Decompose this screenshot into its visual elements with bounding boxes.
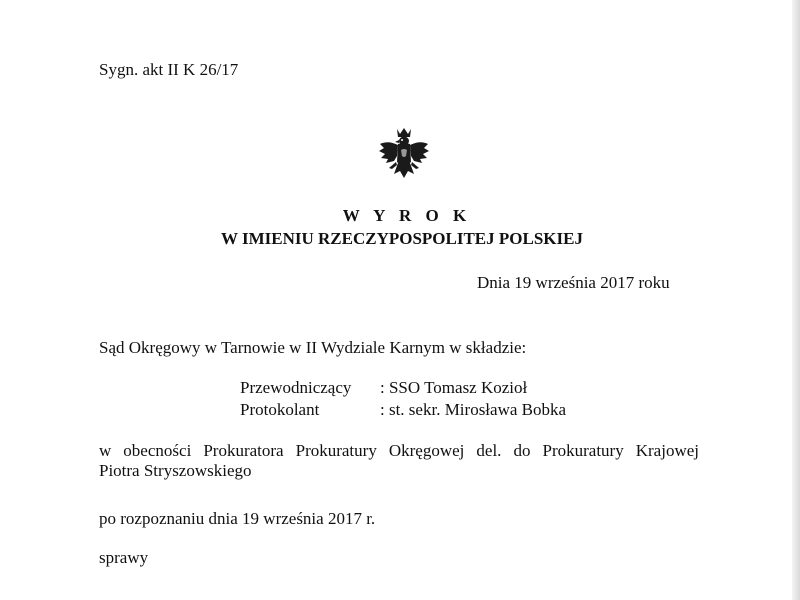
presiding-judge-name: : SSO Tomasz Kozioł	[380, 378, 528, 397]
clerk-label: Protokolant	[240, 400, 320, 419]
page-edge-shadow	[792, 0, 800, 600]
polish-eagle-emblem-icon	[376, 126, 432, 184]
hearing-date: po rozpoznaniu dnia 19 września 2017 r.	[99, 509, 376, 528]
case-signature: Sygn. akt II K 26/17	[99, 60, 239, 79]
prosecutor-presence	[99, 441, 699, 481]
court-composition: Sąd Okręgowy w Tarnowie w II Wydziale Karnym w składzie:	[99, 338, 527, 357]
presiding-judge-label: Przewodniczący	[240, 378, 352, 397]
clerk-name: : st. sekr. Mirosława Bobka	[380, 400, 567, 419]
prosecutor-presence-line1: w obecności Prokuratora Prokuratury Okręgowej del. do Prokuratury Krajowej	[99, 441, 699, 460]
verdict-subtitle: W IMIENIU RZECZYPOSPOLITEJ POLSKIEJ	[221, 229, 583, 248]
prosecutor-name: Piotra Stryszowskiego	[99, 461, 252, 480]
verdict-date: Dnia 19 września 2017 roku	[477, 273, 670, 292]
case-word: sprawy	[99, 548, 149, 567]
verdict-title: W Y R O K	[342, 206, 472, 225]
